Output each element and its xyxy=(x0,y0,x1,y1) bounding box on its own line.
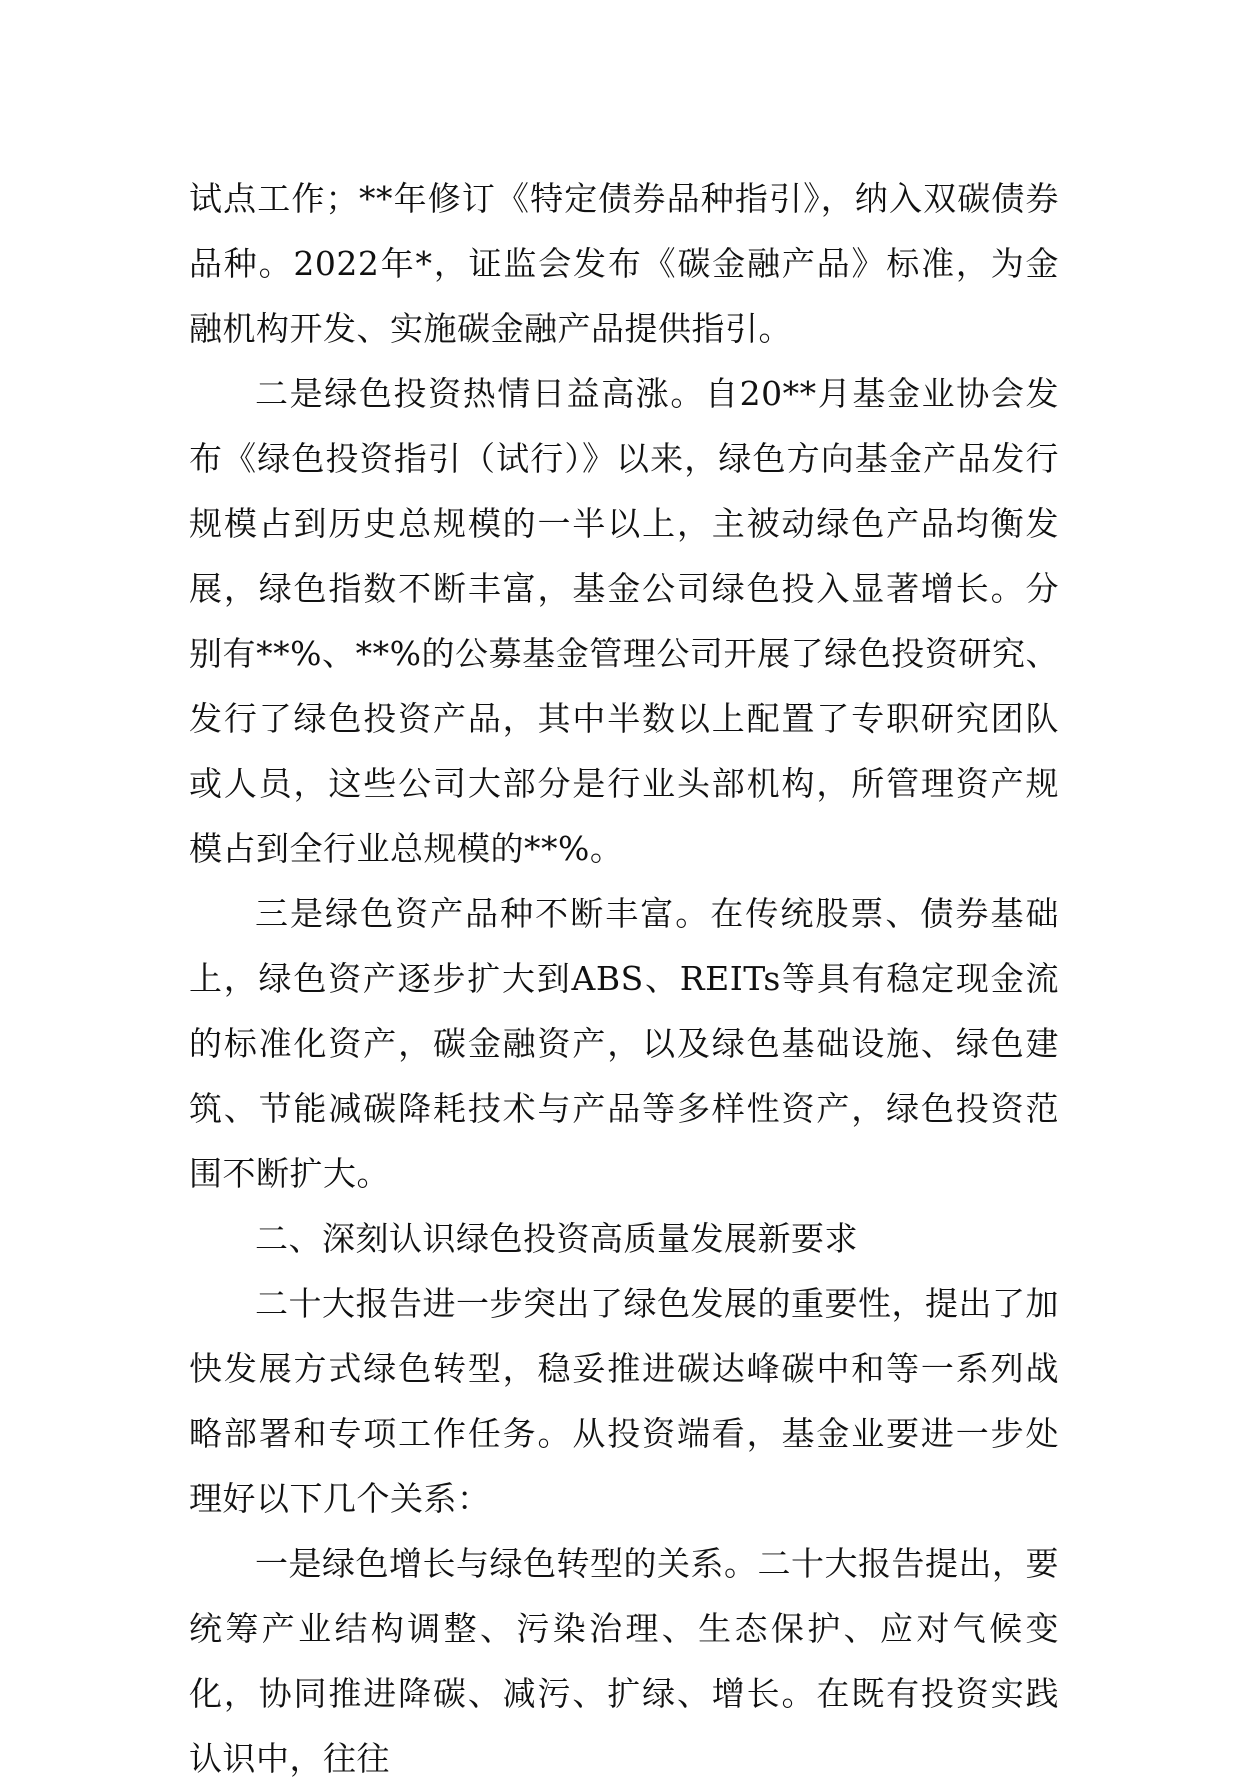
paragraph-green-growth-transition: 一是绿色增长与绿色转型的关系。二十大报告提出，要统筹产业结构调整、污染治理、生态保护、应对气候变化，协同推进降碳、减污、扩绿、增长。在既有投资实践认识中，往往 xyxy=(189,1544,1059,1778)
document-body xyxy=(189,166,1059,1791)
paragraph-twentieth-report: 二十大报告进一步突出了绿色发展的重要性，提出了加快发展方式绿色转型，稳妥推进碳达峰碳中和等一系列战略部署和专项工作任务。从投资端看，基金业要进一步处理好以下几个关系： xyxy=(189,1284,1059,1518)
paragraph-pilot-work: 试点工作；**年修订《特定债券品种指引》，纳入双碳债券品种。2022年*，证监会发布《碳金融产品》标准，为金融机构开发、实施碳金融产品提供指引。 xyxy=(189,179,1059,348)
paragraph-green-asset-varieties: 三是绿色资产品种不断丰富。在传统股票、债券基础上，绿色资产逐步扩大到ABS、REITs等具有稳定现金流的标准化资产，碳金融资产，以及绿色基础设施、绿色建筑、节能减碳降耗技术与产品等多样性资产，绿色投资范围不断扩大。 xyxy=(189,894,1059,1193)
section-heading-new-requirements: 二、深刻认识绿色投资高质量发展新要求 xyxy=(255,1219,858,1258)
paragraph-green-investment-enthusiasm: 二是绿色投资热情日益高涨。自20**月基金业协会发布《绿色投资指引（试行）》以来，绿色方向基金产品发行规模占到历史总规模的一半以上，主被动绿色产品均衡发展，绿色指数不断丰富，基金公司绿色投入显著增长。分别有**%、**%的公募基金管理公司开展了绿色投资研究、发行了绿色投资产品，其中半数以上配置了专职研究团队或人员，这些公司大部分是行业头部机构，所管理资产规模占到全行业总规模的**%。 xyxy=(189,374,1059,868)
